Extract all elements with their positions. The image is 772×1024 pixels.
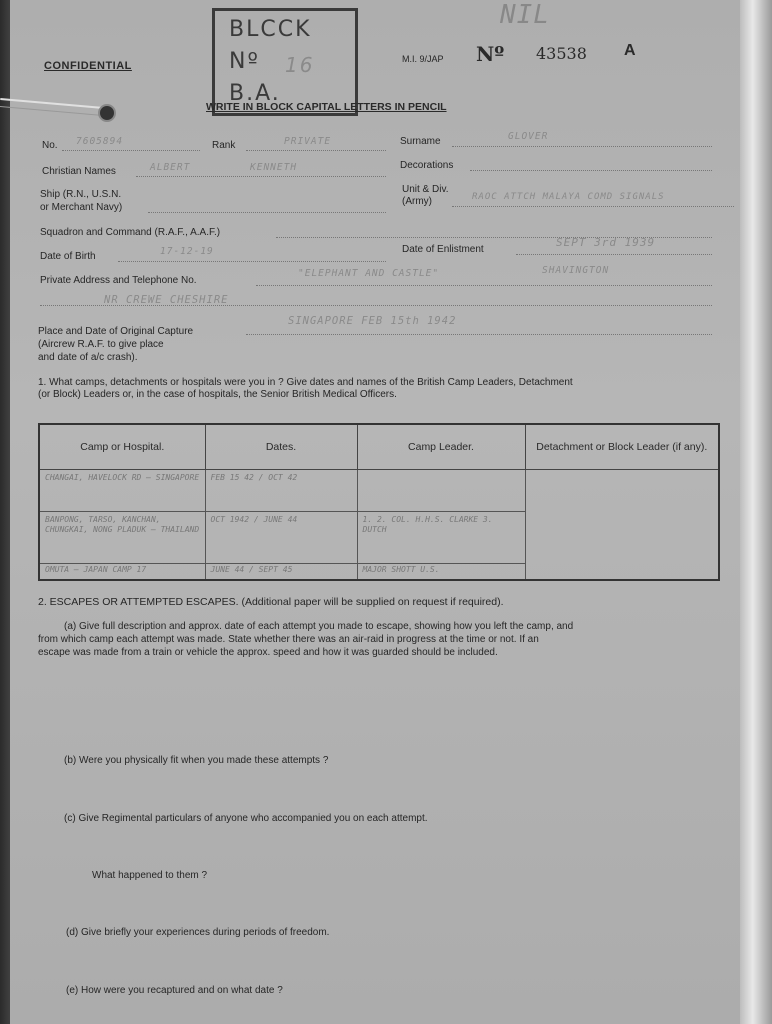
- instruction-heading: WRITE IN BLOCK CAPITAL LETTERS IN PENCIL: [206, 101, 447, 113]
- q2-a-line-2: from which camp each attempt was made. State whether there was an air-raid in progress at the time or not. If an: [38, 634, 539, 645]
- row-2-dates: OCT 1942 / JUNE 44: [210, 515, 298, 524]
- row-3-region: JAPAN CAMP 17: [83, 565, 147, 574]
- q2-a-line-1: (a) Give full description and approx. date of each attempt you made to escape, showing how you left the camp, and: [64, 621, 574, 632]
- dob-line: [118, 261, 386, 262]
- q2-e: (e) How were you recaptured and on what date ?: [66, 985, 283, 996]
- surname-line: [452, 146, 712, 147]
- q2-c-followup: What happened to them ?: [92, 870, 208, 881]
- capture-line: [246, 334, 712, 335]
- no-label: No.: [42, 140, 58, 151]
- q2-heading: 2. ESCAPES OR ATTEMPTED ESCAPES. (Additional paper will be supplied on request if required).: [38, 596, 504, 608]
- unit-value: RAOC ATTCH MALAYA COMD SIGNALS: [472, 192, 665, 202]
- christian-name-1: ALBERT: [150, 162, 191, 173]
- table-cell-camp: BANPONG, TARSO, KANCHAN, CHUNGKAI, NONG PLADUK — THAILAND: [39, 512, 205, 564]
- block-stamp: [212, 8, 358, 116]
- christian-name-2: KENNETH: [250, 162, 298, 173]
- christian-names-label: Christian Names: [42, 166, 116, 177]
- table-cell-dates: [205, 512, 357, 564]
- camps-table: [38, 423, 720, 581]
- header-leader: Camp Leader.: [357, 424, 525, 470]
- q2-d: (d) Give briefly your experiences during periods of freedom.: [66, 927, 330, 938]
- ship-label-2: or Merchant Navy): [40, 202, 123, 213]
- row-3-leader: MAJOR SHOTT U.S.: [362, 565, 440, 574]
- row-1-dates: FEB 15 42 / OCT 42: [210, 473, 298, 482]
- address-label: Private Address and Telephone No.: [40, 275, 197, 286]
- address-value-3: NR CREWE CHESHIRE: [104, 294, 229, 306]
- unit-label-1: Unit & Div.: [402, 184, 449, 195]
- serial-suffix: A: [624, 42, 636, 59]
- table-row: [39, 470, 719, 512]
- stamp-line-ba: B.A.: [229, 81, 281, 106]
- christian-names-line: [136, 176, 386, 177]
- corner-handwriting: NIL: [500, 0, 550, 30]
- enlistment-value: SEPT 3rd 1939: [556, 236, 656, 249]
- capture-value: SINGAPORE FEB 15th 1942: [288, 315, 457, 327]
- ship-line: [148, 212, 386, 213]
- unit-line: [452, 206, 734, 207]
- decorations-label: Decorations: [400, 160, 454, 171]
- row-2-leader: 1. 2. COL. H.H.S. CLARKE 3. DUTCH: [362, 515, 493, 534]
- ship-label-1: Ship (R.N., U.S.N.: [40, 189, 122, 200]
- capture-label-1: Place and Date of Original Capture: [38, 326, 194, 337]
- row-3-camp: OMUTA: [45, 565, 70, 574]
- rank-value: PRIVATE: [284, 136, 332, 147]
- q2-b: (b) Were you physically fit when you made these attempts ?: [64, 755, 329, 766]
- header-camp: Camp or Hospital.: [39, 424, 205, 470]
- table-cell-dates: [205, 470, 357, 512]
- table-header-row: [39, 424, 719, 470]
- page-stack-edge: [740, 0, 772, 1024]
- stamp-number-handwritten: 16: [285, 53, 315, 77]
- table-cell-camp: CHANGAI, HAVELOCK RD — SINGAPORE: [39, 470, 205, 512]
- table-cell-leader: [357, 564, 525, 580]
- surname-value: GLOVER: [508, 131, 549, 142]
- stamp-line-block: BLCCK: [229, 17, 312, 42]
- stamp-line-number: Nº: [229, 49, 260, 74]
- rank-label: Rank: [212, 140, 236, 151]
- table-cell-camp: OMUTA — JAPAN CAMP 17: [39, 564, 205, 580]
- enlistment-line: [516, 254, 712, 255]
- header-detachment: Detachment or Block Leader (if any).: [525, 424, 719, 470]
- table-cell-leader: [357, 512, 525, 564]
- dob-label: Date of Birth: [40, 251, 96, 262]
- confidential-heading: CONFIDENTIAL: [44, 60, 132, 72]
- table-cell-detachment: [525, 470, 719, 580]
- address-value-2: SHAVINGTON: [542, 265, 610, 276]
- row-2-region: THAILAND: [160, 525, 200, 534]
- table-cell-leader: [357, 470, 525, 512]
- capture-label-3: and date of a/c crash).: [38, 352, 138, 363]
- row-1-leader: [359, 471, 524, 475]
- no-line: [62, 150, 200, 151]
- punch-hole-icon: [98, 104, 116, 122]
- table-cell-dates: [205, 564, 357, 580]
- row-1-region: SINGAPORE: [155, 473, 200, 482]
- unit-label-2: (Army): [402, 196, 432, 207]
- row-2-camp: BANPONG, TARSO, KANCHAN, CHUNGKAI, NONG PLADUK: [45, 515, 161, 534]
- address-value-1: "ELEPHANT AND CASTLE": [298, 268, 440, 279]
- q1-line-2: (or Block) Leaders or, in the case of hospitals, the Senior British Medical Officers.: [38, 389, 397, 400]
- rank-line: [246, 150, 386, 151]
- row-1-camp: CHANGAI, HAVELOCK RD: [45, 473, 142, 482]
- q2-a-line-3: escape was made from a train or vehicle the approx. speed and how it was guarded should be included.: [38, 647, 498, 658]
- q2-c: (c) Give Regimental particulars of anyone who accompanied you on each attempt.: [64, 813, 428, 824]
- dob-value: 17-12-19: [160, 246, 214, 257]
- enlistment-label: Date of Enlistment: [402, 244, 484, 255]
- no-value: 7605894: [76, 136, 124, 147]
- number-symbol: Nº: [476, 42, 505, 66]
- decorations-line: [470, 170, 712, 171]
- form-code: M.I. 9/JAP: [402, 54, 444, 64]
- serial-number: 43538: [536, 44, 587, 63]
- squadron-label: Squadron and Command (R.A.F., A.A.F.): [40, 227, 221, 238]
- address-line-1: [256, 285, 712, 286]
- header-dates: Dates.: [205, 424, 357, 470]
- q1-line-1: 1. What camps, detachments or hospitals were you in ? Give dates and names of the British Camp Leaders, Detachment: [38, 377, 573, 388]
- row-3-dates: JUNE 44 / SEPT 45: [210, 565, 293, 574]
- capture-label-2: (Aircrew R.A.F. to give place: [38, 339, 164, 350]
- surname-label: Surname: [400, 136, 441, 147]
